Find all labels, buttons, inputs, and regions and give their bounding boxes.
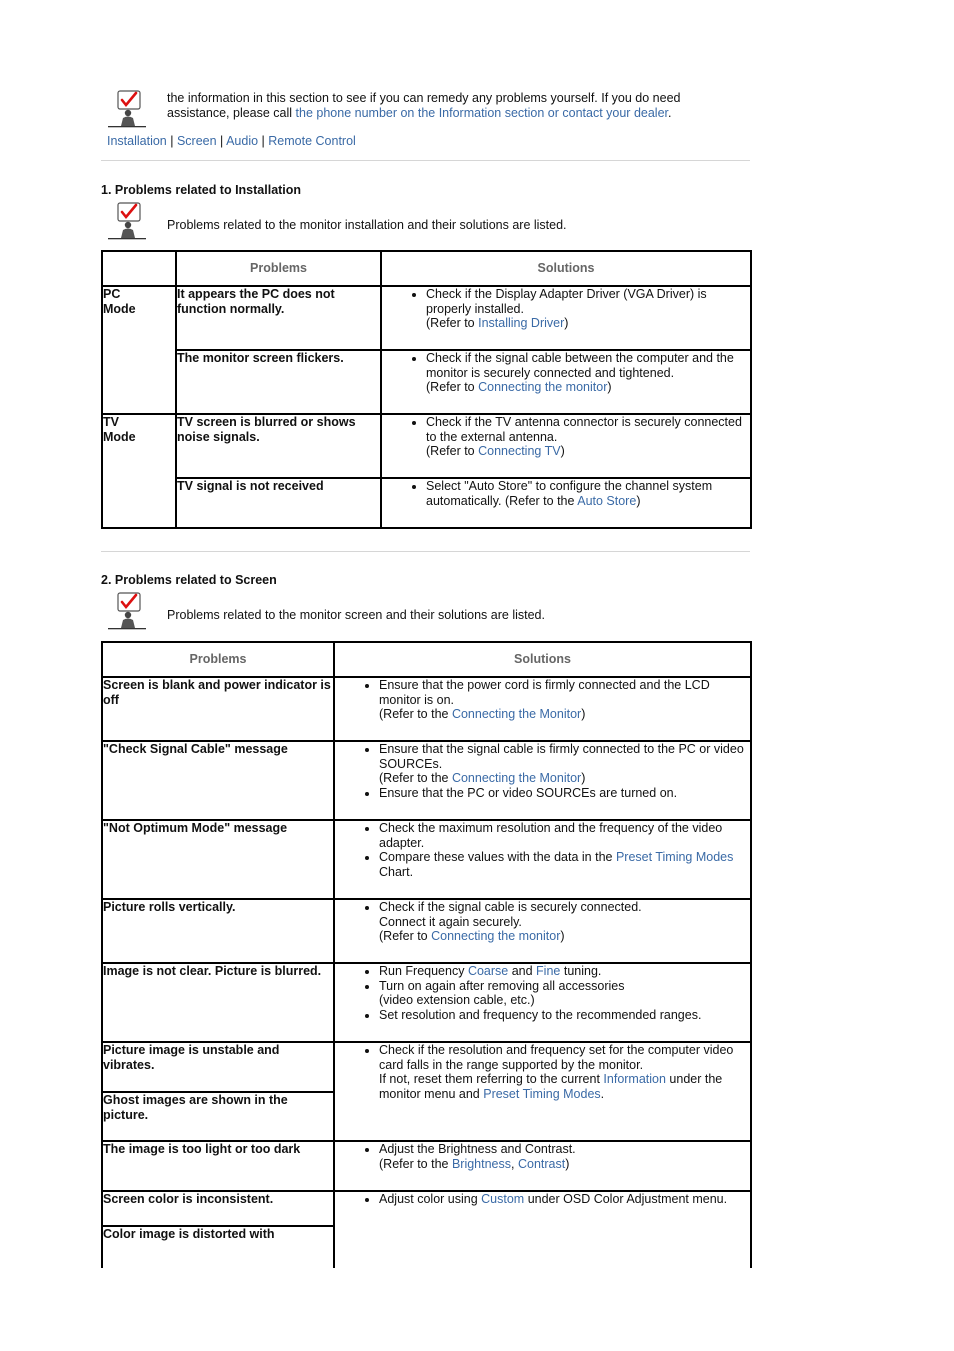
solution-text: Check if the TV antenna connector is securely connected to the external antenna.: [426, 415, 742, 444]
solution-cell: [381, 350, 751, 414]
solution-item: • Ensure that the PC or video SOURCEs are turned on.: [379, 786, 750, 801]
solution-item: [426, 351, 750, 395]
problem-cell: The image is too light or too dark: [102, 1141, 334, 1191]
problem-cell: Color image is distorted with: [102, 1226, 334, 1268]
brightness-link[interactable]: Brightness: [451, 1156, 512, 1171]
connecting-tv-link[interactable]: Connecting TV: [478, 444, 561, 458]
solution-cell: [381, 478, 751, 528]
problem-cell: The monitor screen flickers.: [176, 350, 381, 414]
installation-table: [101, 250, 752, 529]
problem-cell: Ghost images are shown in the picture.: [102, 1092, 334, 1141]
solution-item: [379, 979, 750, 1008]
punct: ,: [511, 1156, 518, 1171]
ref-prefix: (Refer to the: [379, 771, 452, 785]
solution-item: [379, 850, 750, 879]
punct: .: [668, 106, 672, 120]
connecting-monitor-link[interactable]: Connecting the Monitor: [451, 771, 582, 785]
connecting-monitor-link[interactable]: Connecting the monitor: [478, 380, 608, 394]
solution-cell: [334, 1191, 751, 1268]
nav-separator: |: [258, 134, 269, 148]
solution-item: [379, 1043, 750, 1101]
solution-cell: [334, 820, 751, 899]
solution-text: (video extension cable, etc.): [379, 993, 535, 1007]
solution-text: tuning.: [560, 964, 602, 978]
nav-separator: |: [216, 134, 227, 148]
solution-text: under the monitor menu and: [379, 1072, 723, 1101]
nav-separator: |: [166, 134, 177, 148]
auto-store-link[interactable]: Auto Store: [577, 493, 637, 508]
mode-cell: [102, 286, 176, 414]
note-icon: [107, 592, 147, 630]
coarse-link[interactable]: Coarse: [467, 964, 509, 978]
problem-cell: TV signal is not received: [176, 478, 381, 528]
solution-item: • Check the maximum resolution and the frequency of the video adapter.: [379, 821, 750, 850]
nav-installation[interactable]: Installation: [107, 134, 167, 148]
solution-item: [379, 1142, 750, 1171]
punct: ): [607, 380, 612, 394]
solution-cell: [381, 414, 751, 478]
problems-header: Problems: [176, 251, 381, 286]
punct: ): [565, 1156, 570, 1171]
punct: ): [581, 707, 586, 721]
section-title: 2. Problems related to Screen: [101, 573, 277, 587]
problem-cell: Screen is blank and power indicator is off: [102, 677, 334, 741]
solution-cell: [334, 899, 751, 963]
section-intro: Problems related to the monitor screen and their solutions are listed.: [167, 608, 545, 622]
contrast-link[interactable]: Contrast: [517, 1156, 566, 1171]
punct: ): [564, 316, 569, 330]
mode-label: TV: [103, 415, 119, 429]
connecting-monitor-link[interactable]: Connecting the monitor: [431, 929, 561, 943]
problems-header: Problems: [102, 642, 334, 677]
punct: ): [560, 929, 565, 943]
punct: ): [636, 493, 641, 508]
mode-label: Mode: [103, 301, 136, 316]
nav-audio[interactable]: Audio: [226, 134, 259, 148]
problem-cell: Screen color is inconsistent.: [102, 1191, 334, 1226]
solution-text: Check if the Display Adapter Driver (VGA Driver) is properly installed.: [426, 287, 707, 316]
solution-cell: [381, 286, 751, 350]
divider: [101, 160, 750, 161]
custom-link[interactable]: Custom: [481, 1192, 525, 1206]
note-icon: [107, 90, 147, 128]
solution-text: Select "Auto Store" to configure the channel system automatically. (Refer to the: [426, 479, 713, 508]
problem-cell: Picture image is unstable and vibrates.: [102, 1042, 334, 1092]
solution-item: [426, 479, 750, 508]
mode-cell: [102, 414, 176, 528]
section-intro: Problems related to the monitor installation and their solutions are listed.: [167, 218, 567, 232]
solution-text: Adjust the Brightness and Contrast.: [379, 1142, 576, 1156]
punct: ): [581, 771, 586, 785]
preset-timing-modes-link[interactable]: Preset Timing Modes: [615, 850, 734, 864]
solution-text: Compare these values with the data in the: [379, 850, 616, 864]
solution-item: [379, 742, 750, 786]
problem-cell: Image is not clear. Picture is blurred.: [102, 963, 334, 1042]
ref-prefix: (Refer to the: [379, 707, 452, 721]
solution-cell: [334, 963, 751, 1042]
problem-cell: Picture rolls vertically.: [102, 899, 334, 963]
ref-prefix: (Refer to: [426, 316, 479, 330]
solution-text: Adjust color using: [379, 1192, 482, 1206]
information-link[interactable]: Information: [603, 1072, 666, 1086]
intro-text: [167, 91, 680, 121]
solution-text: If not, reset them referring to the current: [379, 1072, 604, 1086]
divider: [101, 551, 750, 552]
fine-link[interactable]: Fine: [536, 964, 561, 978]
mode-label: PC: [103, 287, 121, 301]
solution-item: [426, 415, 750, 459]
solutions-header: Solutions: [381, 251, 751, 286]
solution-text: Chart.: [379, 864, 414, 879]
section-nav: [107, 134, 356, 148]
solution-text: Check if the resolution and frequency set for the computer video card falls in the range supported by the monitor.: [379, 1043, 734, 1072]
ref-prefix: (Refer to the: [379, 1156, 452, 1171]
punct: .: [600, 1086, 605, 1101]
intro-line: assistance, please call: [167, 106, 296, 120]
solution-item: [379, 1192, 750, 1207]
nav-remote-control[interactable]: Remote Control: [268, 134, 356, 148]
mode-header: [102, 251, 176, 286]
solution-item: [379, 900, 750, 944]
mode-label: Mode: [103, 429, 136, 444]
screen-table: [101, 641, 752, 1268]
contact-link[interactable]: the phone number on the Information section or contact your dealer: [295, 106, 669, 120]
solution-item: [379, 678, 750, 722]
installing-driver-link[interactable]: Installing Driver: [478, 316, 565, 330]
solution-text: Run Frequency: [379, 964, 468, 978]
solution-text: Connect it again securely.: [379, 914, 522, 929]
problem-cell: "Not Optimum Mode" message: [102, 820, 334, 899]
connecting-monitor-link[interactable]: Connecting the Monitor: [451, 707, 582, 721]
solution-text: Ensure that the power cord is firmly connected and the LCD monitor is on.: [379, 678, 710, 707]
solution-text: and: [508, 964, 537, 978]
solution-cell: [334, 677, 751, 741]
intro-line: the information in this section to see if you can remedy any problems yourself. If you do need: [167, 91, 681, 105]
solution-cell: [334, 1141, 751, 1191]
punct: ): [560, 444, 565, 458]
ref-prefix: (Refer to: [426, 444, 479, 458]
solution-text: under OSD Color Adjustment menu.: [524, 1192, 728, 1206]
preset-timing-modes-link[interactable]: Preset Timing Modes: [483, 1086, 601, 1101]
nav-screen[interactable]: Screen: [176, 134, 217, 148]
solution-cell: [334, 741, 751, 820]
solutions-header: Solutions: [334, 642, 751, 677]
solution-text: Check if the signal cable is securely connected.: [379, 900, 642, 914]
problem-cell: It appears the PC does not function normally.: [176, 286, 381, 350]
solution-item: [426, 287, 750, 331]
solution-item: • Set resolution and frequency to the recommended ranges.: [379, 1008, 750, 1023]
problem-cell: TV screen is blurred or shows noise signals.: [176, 414, 381, 478]
problem-cell: "Check Signal Cable" message: [102, 741, 334, 820]
ref-prefix: (Refer to: [379, 929, 432, 943]
solution-text: Turn on again after removing all accessories: [379, 978, 625, 993]
section-title: 1. Problems related to Installation: [101, 183, 302, 197]
ref-prefix: (Refer to: [426, 380, 479, 394]
solution-item: [379, 964, 750, 979]
solution-cell: [334, 1042, 751, 1141]
note-icon: [107, 202, 147, 240]
solution-text: Check if the signal cable between the computer and the monitor is securely connected and tightened.: [426, 351, 734, 380]
solution-text: Ensure that the signal cable is firmly connected to the PC or video SOURCEs.: [379, 742, 744, 771]
